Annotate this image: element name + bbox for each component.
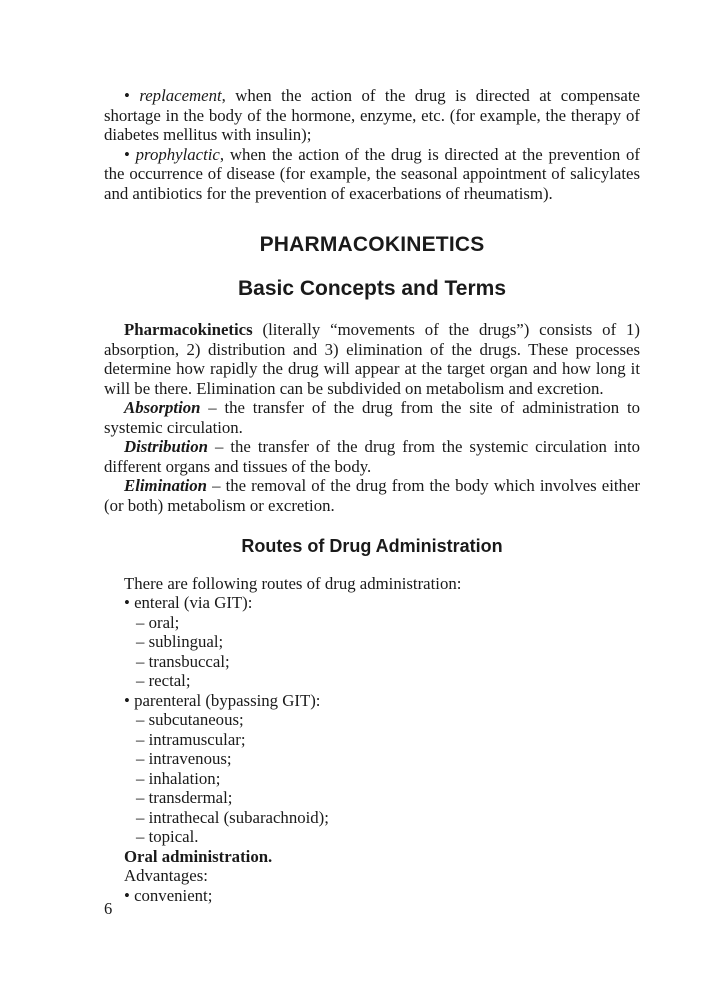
- oral-administration-label: Oral administration.: [124, 846, 273, 866]
- list-item-rectal: – rectal;: [136, 671, 191, 690]
- list-item-intramuscular: – intramuscular;: [136, 729, 246, 749]
- routes-intro: There are following routes of drug administration:: [124, 573, 462, 593]
- heading-basic-concepts: Basic Concepts and Terms: [237, 276, 507, 300]
- prophylactic-text: , when the action of the drug is directed at the prevention of the occurrence of disease (for example, the seasonal appointment of salicylates and antibiotics for the prevention of exacerbations of rheumatism).: [104, 144, 641, 203]
- list-item-transdermal: – transdermal;: [136, 788, 233, 807]
- list-item-intravenous: – intravenous;: [136, 749, 232, 768]
- elimination-text: – the removal of the drug from the body which involves either (or both) metabolism or excretion.: [104, 476, 640, 515]
- list-item-parenteral: • parenteral (bypassing GIT):: [124, 690, 321, 710]
- list-item-transbuccal: – transbuccal;: [136, 651, 230, 671]
- oral-administration-heading: [104, 847, 640, 867]
- bullet-prophylactic: • prophylactic, when the action of the drug is directed at the prevention of the occurrence of disease (for example, the seasonal appointment of salicylates and antibiotics for the prevention of exacerbations of rheumatism).: [104, 144, 641, 203]
- page-body: [104, 86, 640, 905]
- list-item-inhalation: – inhalation;: [136, 768, 221, 788]
- distribution-text: – the transfer of the drug from the systemic circulation into different organs and tissues of the body.: [104, 437, 640, 476]
- list-item-intrathecal: – intrathecal (subarachnoid);: [136, 807, 329, 827]
- paragraph-pharmacokinetics: [104, 320, 640, 398]
- list-item-topical: – topical.: [136, 827, 199, 846]
- heading-routes: Routes of Drug Administration: [241, 536, 503, 556]
- bullet-replacement: • replacement, when the action of the drug is directed at compensate shortage in the body of the hormone, enzyme, etc. (for example, the therapy of diabetes mellitus with insulin);: [104, 86, 640, 144]
- list-item-sublingual: – sublingual;: [136, 632, 224, 651]
- list-item-oral: – oral;: [136, 612, 180, 632]
- advantages-label: Advantages:: [124, 866, 208, 885]
- replacement-text: , when the action of the drug is directed at compensate shortage in the body of the hormone, enzyme, etc. (for example, the therapy of diabetes mellitus with insulin);: [104, 86, 640, 144]
- absorption-text: – the transfer of the drug from the site of administration to systemic circulation.: [104, 398, 640, 437]
- page-number: 6: [104, 899, 113, 918]
- term-pharmacokinetics: Pharmacokinetics: [124, 320, 253, 339]
- paragraph-elimination: [104, 476, 640, 515]
- paragraph-absorption: [104, 398, 640, 437]
- list-item-subcutaneous: – subcutaneous;: [136, 710, 244, 729]
- heading-pharmacokinetics: PHARMACOKINETICS: [259, 233, 485, 256]
- term-elimination: Elimination: [124, 476, 208, 495]
- term-replacement: replacement: [139, 86, 222, 105]
- term-distribution: Distribution: [124, 437, 208, 456]
- list-item-convenient: • convenient;: [124, 885, 213, 905]
- list-item-enteral: • enteral (via GIT):: [124, 593, 253, 612]
- term-prophylactic: prophylactic: [135, 144, 220, 164]
- paragraph-distribution: [104, 437, 640, 476]
- term-absorption: Absorption: [124, 398, 201, 417]
- pharmacokinetics-text: (literally “movements of the drugs”) consists of 1) absorption, 2) distribution and 3) elimination of the drugs. These processes determine how rapidly the drug will appear at the target organ and how long it will be there. Elimination can be subdivided on metabolism and excretion.: [104, 320, 640, 398]
